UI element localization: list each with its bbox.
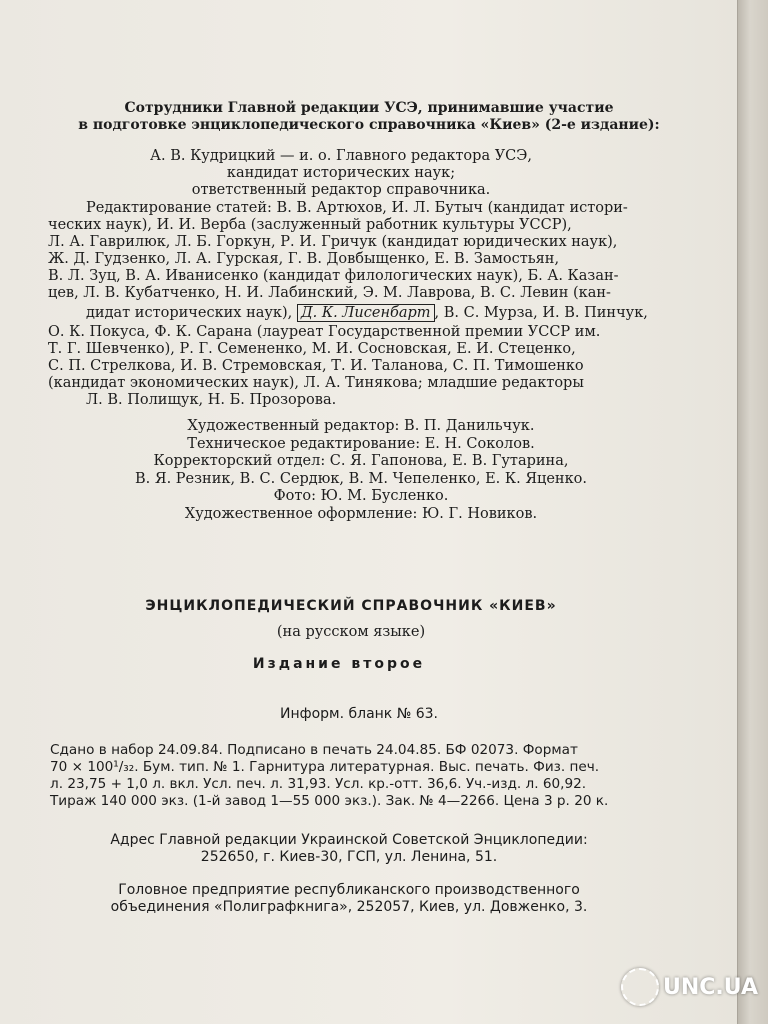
- chief-editor: [0, 148, 710, 199]
- credit-line: Фото: Ю. М. Бусленко.: [273, 488, 449, 504]
- print-detail-line: 70 × 100¹/₃₂. Бум. тип. № 1. Гарнитура литературная. Выс. печать. Физ. печ.: [50, 759, 600, 775]
- sunburst-icon: [621, 968, 659, 1006]
- chief-editor-line: А. В. Кудрицкий — и. о. Главного редактора УСЭ,: [150, 148, 532, 164]
- page-edge: [737, 0, 768, 1024]
- editing-line: В. Л. Зуц, В. А. Иванисенко (кандидат филологических наук), Б. А. Казан-: [48, 268, 619, 284]
- editing-line: Редактирование статей: В. В. Артюхов, И. Л. Бутыч (кандидат истори-: [86, 200, 628, 216]
- edition-label: Издание второе: [252, 656, 426, 672]
- credits: [0, 418, 730, 523]
- editing-line: ческих наук), И. И. Верба (заслуженный работник культуры УССР),: [48, 217, 572, 233]
- printer-line: Головное предприятие республиканского производственного: [118, 882, 580, 898]
- printer-info: [0, 882, 718, 916]
- staff-heading-line: Сотрудники Главной редакции УСЭ, принимавшие участие: [124, 100, 614, 116]
- print-details: [50, 742, 730, 810]
- editing-line: (кандидат экономических наук), Л. А. Тинякова; младшие редакторы: [48, 375, 584, 391]
- highlighted-name: Д. К. Лисенбарт: [297, 304, 435, 322]
- staff-heading-line: в подготовке энциклопедического справочника «Киев» (2-е издание):: [78, 117, 660, 133]
- editing-list: [48, 200, 728, 409]
- editing-line: О. К. Покуса, Ф. К. Сарана (лауреат Государственной премии УССР им.: [48, 324, 601, 340]
- printer-line: объединения «Полиграфкнига», 252057, Киев, ул. Довженко, 3.: [110, 899, 588, 915]
- address-line: Адрес Главной редакции Украинской Советской Энциклопедии:: [110, 832, 588, 848]
- editing-framed-suffix: , В. С. Мурза, И. В. Пинчук,: [434, 305, 648, 321]
- print-detail-line: Сдано в набор 24.09.84. Подписано в печать 24.04.85. БФ 02073. Формат: [50, 742, 578, 758]
- editorial-address: [0, 832, 718, 866]
- book-title: ЭНЦИКЛОПЕДИЧЕСКИЙ СПРАВОЧНИК «КИЕВ»: [145, 598, 557, 614]
- chief-editor-line: ответственный редактор справочника.: [191, 182, 491, 198]
- staff-heading: [0, 100, 738, 134]
- editing-line: Т. Г. Шевченко), Р. Г. Семененко, М. И. Сосновская, Е. И. Стеценко,: [48, 341, 576, 357]
- editing-line: Ж. Д. Гудзенко, Л. А. Гурская, Г. В. Довбыщенко, Е. В. Замостьян,: [48, 251, 560, 267]
- credit-line: Техническое редактирование: Е. Н. Соколов.: [187, 435, 535, 452]
- print-detail-line: Тираж 140 000 экз. (1-й завод 1—55 000 экз.). Зак. № 4—2266. Цена 3 р. 20 к.: [50, 793, 609, 809]
- editing-framed-prefix: дидат исторических наук),: [86, 305, 293, 321]
- credit-line: Художественное оформление: Ю. Г. Новиков.: [184, 505, 538, 522]
- editing-framed-line: [48, 302, 728, 324]
- editing-line: Л. В. Полищук, Н. Б. Прозорова.: [86, 392, 337, 408]
- inform-number: Информ. бланк № 63.: [279, 706, 438, 722]
- site-watermark: [621, 968, 758, 1006]
- watermark-text: UNC.UA: [663, 974, 758, 1000]
- credit-line: Художественный редактор: В. П. Данильчук.: [187, 418, 535, 434]
- address-line: 252650, г. Киев-30, ГСП, ул. Ленина, 51.: [200, 849, 498, 865]
- print-detail-line: л. 23,75 + 1,0 л. вкл. Усл. печ. л. 31,93. Усл. кр.-отт. 36,6. Уч.-изд. л. 60,92.: [50, 776, 587, 792]
- editing-line: Л. А. Гаврилюк, Л. Б. Горкун, Р. И. Гричук (кандидат юридических наук),: [48, 234, 618, 250]
- editing-line: С. П. Стрелкова, И. В. Стремовская, Т. И. Таланова, С. П. Тимошенко: [48, 358, 584, 374]
- editing-line: цев, Л. В. Кубатченко, Н. И. Лабинский, Э. М. Лаврова, В. С. Левин (кан-: [48, 285, 611, 301]
- credit-line: В. Я. Резник, В. С. Сердюк, В. М. Чепеленко, Е. К. Яценко.: [135, 470, 587, 487]
- chief-editor-line: кандидат исторических наук;: [226, 165, 456, 181]
- language-note: (на русском языке): [276, 624, 426, 640]
- credit-line: Корректорский отдел: С. Я. Гапонова, Е. В. Гутарина,: [153, 453, 569, 469]
